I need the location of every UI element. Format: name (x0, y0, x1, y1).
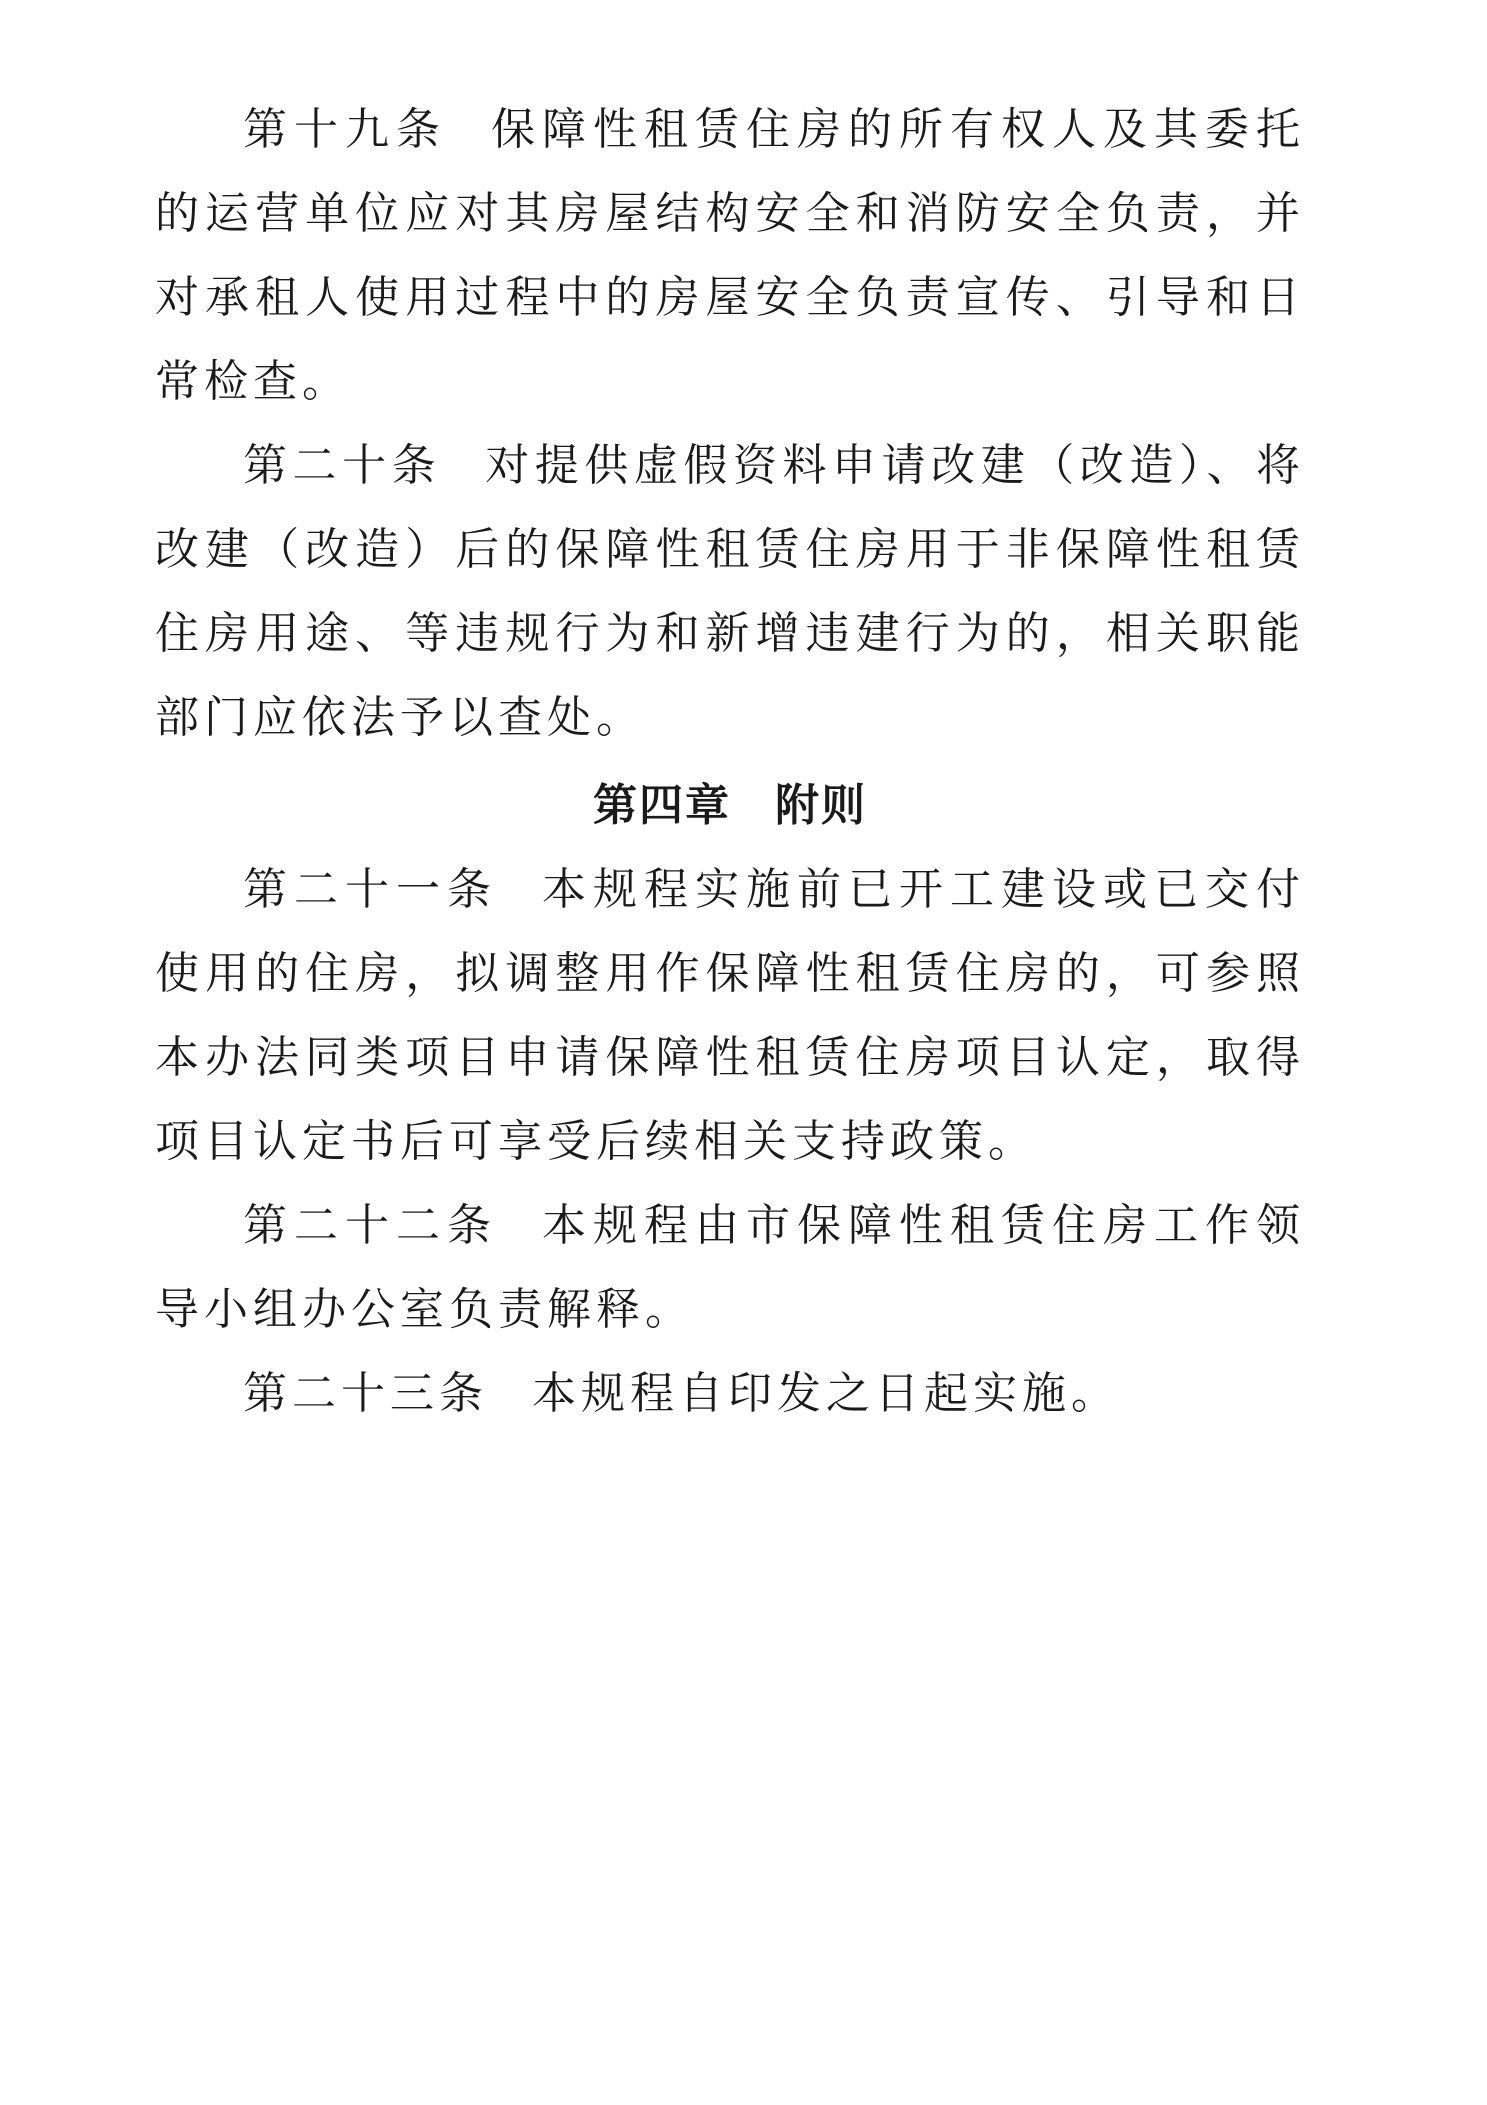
article-23 (155, 1352, 1305, 1436)
article-text: 本规程自印发之日起实施。 (532, 1368, 1120, 1419)
article-text: 对提供虚假资料申请改建（改造）、将改建（改造）后的保障性租赁住房用于非保障性租赁住房用途、等违规行为和新增违建行为的，相关职能部门应依法予以查处。 (155, 440, 1306, 743)
article-22 (155, 1184, 1305, 1352)
article-21 (155, 848, 1305, 1184)
article-text: 保障性租赁住房的所有权人及其委托的运营单位应对其房屋结构安全和消防安全负责，并对承租人使用过程中的房屋安全负责宣传、引导和日常检查。 (155, 104, 1305, 407)
chapter-number: 第四章 (593, 780, 731, 831)
chapter-title: 附则 (775, 780, 867, 831)
article-number: 第十九条 (243, 104, 447, 155)
article-number: 第二十二条 (243, 1200, 498, 1251)
article-number: 第二十三条 (243, 1368, 488, 1419)
article-number: 第二十条 (243, 440, 442, 491)
article-number: 第二十一条 (243, 864, 498, 915)
article-20 (155, 424, 1305, 760)
article-text: 本规程实施前已开工建设或已交付使用的住房，拟调整用作保障性租赁住房的，可参照本办法同类项目申请保障性租赁住房项目认定，取得项目认定书后可享受后续相关支持政策。 (155, 864, 1305, 1167)
chapter-heading (155, 764, 1305, 848)
document-body (155, 88, 1305, 1436)
article-19 (155, 88, 1305, 424)
article-text: 本规程由市保障性租赁住房工作领导小组办公室负责解释。 (155, 1200, 1305, 1335)
